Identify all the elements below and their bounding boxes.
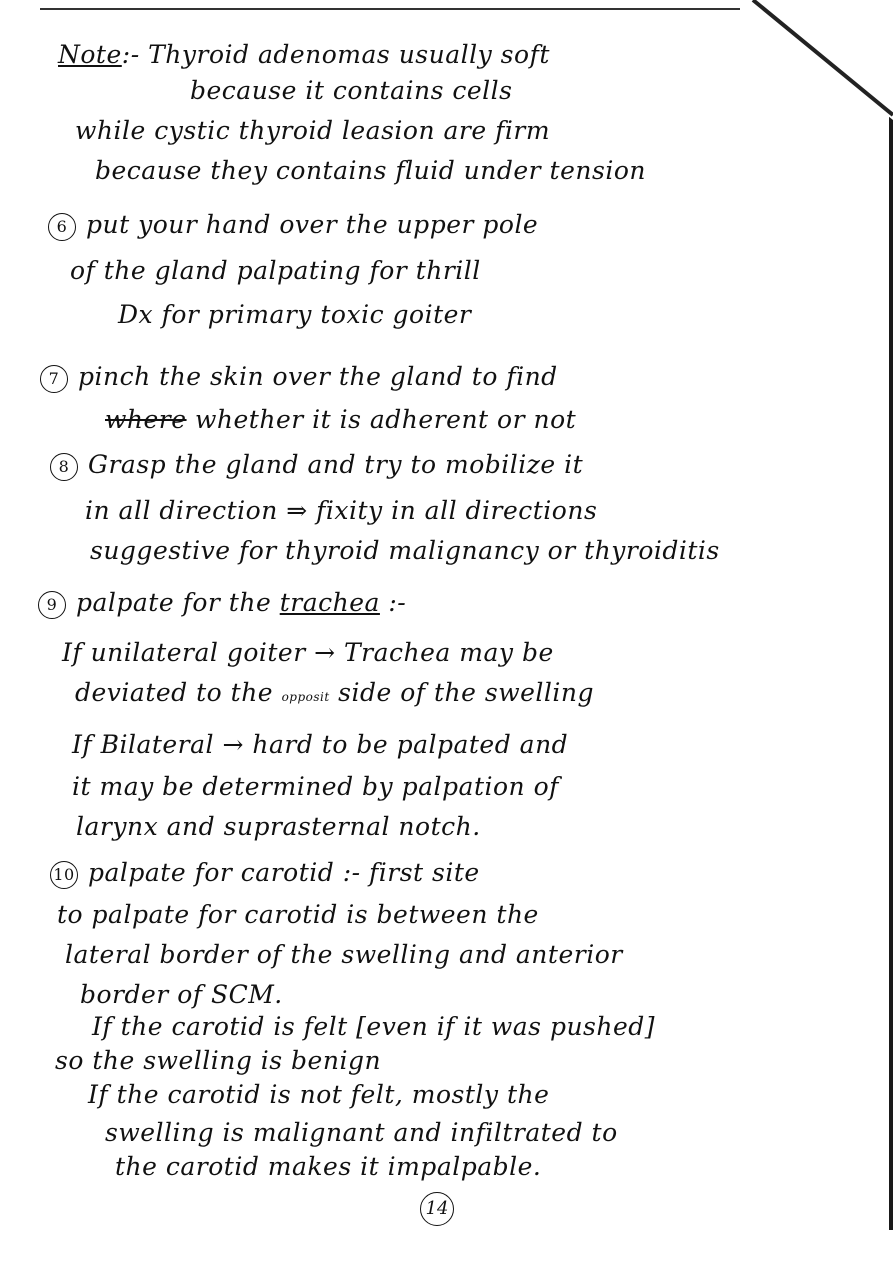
step-9-line-4: If Bilateral → hard to be palpated and — [72, 730, 569, 759]
step-7-line-1 — [40, 362, 558, 393]
step-8-line-3: suggestive for thyroid malignancy or thyroiditis — [90, 536, 720, 565]
page-right-edge — [889, 60, 893, 1230]
trachea-word: trachea — [279, 588, 380, 617]
inserted-word: opposit — [281, 690, 330, 704]
note-label: Note — [58, 40, 122, 69]
step-6-text-1: put your hand over the upper pole — [86, 210, 539, 239]
step-10-line-8: swelling is malignant and infiltrated to — [105, 1118, 618, 1147]
step-9-number: 9 — [38, 591, 66, 619]
page-top-edge — [40, 8, 740, 10]
step-6-line-1 — [48, 210, 538, 241]
step-9-line-6: larynx and suprasternal notch. — [76, 812, 481, 841]
step-6-number: 6 — [48, 213, 76, 241]
step-6-line-2: of the gland palpating for thrill — [70, 256, 481, 285]
note-text-1: :- Thyroid adenomas usually soft — [121, 40, 550, 69]
step-9-line-3 — [75, 678, 594, 712]
step-10-line-2: to palpate for carotid is between the — [57, 900, 539, 929]
step-6-line-3: Dx for primary toxic goiter — [118, 300, 472, 329]
note-line-1 — [58, 40, 550, 70]
page-number: 14 — [420, 1192, 454, 1226]
step-8-line-2: in all direction ⇒ fixity in all directions — [85, 496, 598, 525]
step-9-line-2: If unilateral goiter → Trachea may be — [62, 638, 554, 667]
step-10-line-6: so the swelling is benign — [55, 1046, 382, 1075]
step-10-line-5: If the carotid is felt [even if it was pushed] — [92, 1012, 656, 1041]
step-10-line-7: If the carotid is not felt, mostly the — [88, 1080, 550, 1109]
step-7-line-2 — [105, 405, 576, 435]
step-7-number: 7 — [40, 365, 68, 393]
step-10-line-1 — [50, 858, 480, 889]
step-9-text-3a: deviated to the — [75, 678, 274, 707]
step-9-text-1c: :- — [388, 588, 407, 617]
step-9-line-5: it may be determined by palpation of — [72, 772, 559, 801]
note-line-2: because it contains cells — [190, 76, 513, 105]
step-9-line-1 — [38, 588, 406, 619]
step-10-number: 10 — [50, 861, 78, 889]
note-line-4: because they contains fluid under tension — [95, 156, 646, 185]
step-7-struck-word: where — [105, 405, 187, 434]
step-10-line-4: border of SCM. — [80, 980, 283, 1009]
step-8-number: 8 — [50, 453, 78, 481]
step-7-text-2: whether it is adherent or not — [195, 405, 577, 434]
step-10-line-9: the carotid makes it impalpable. — [115, 1152, 542, 1181]
note-line-3: while cystic thyroid leasion are firm — [75, 116, 551, 145]
step-8-text-1: Grasp the gland and try to mobilize it — [88, 450, 584, 479]
step-10-line-3: lateral border of the swelling and anterior — [65, 940, 623, 969]
folded-corner — [743, 0, 893, 120]
step-9-text-3b: side of the swelling — [338, 678, 594, 707]
step-9-text-1a: palpate for the — [76, 588, 272, 617]
step-7-text-1: pinch the skin over the gland to find — [78, 362, 558, 391]
step-10-text-1: palpate for carotid :- first site — [88, 858, 480, 887]
step-8-line-1 — [50, 450, 583, 481]
